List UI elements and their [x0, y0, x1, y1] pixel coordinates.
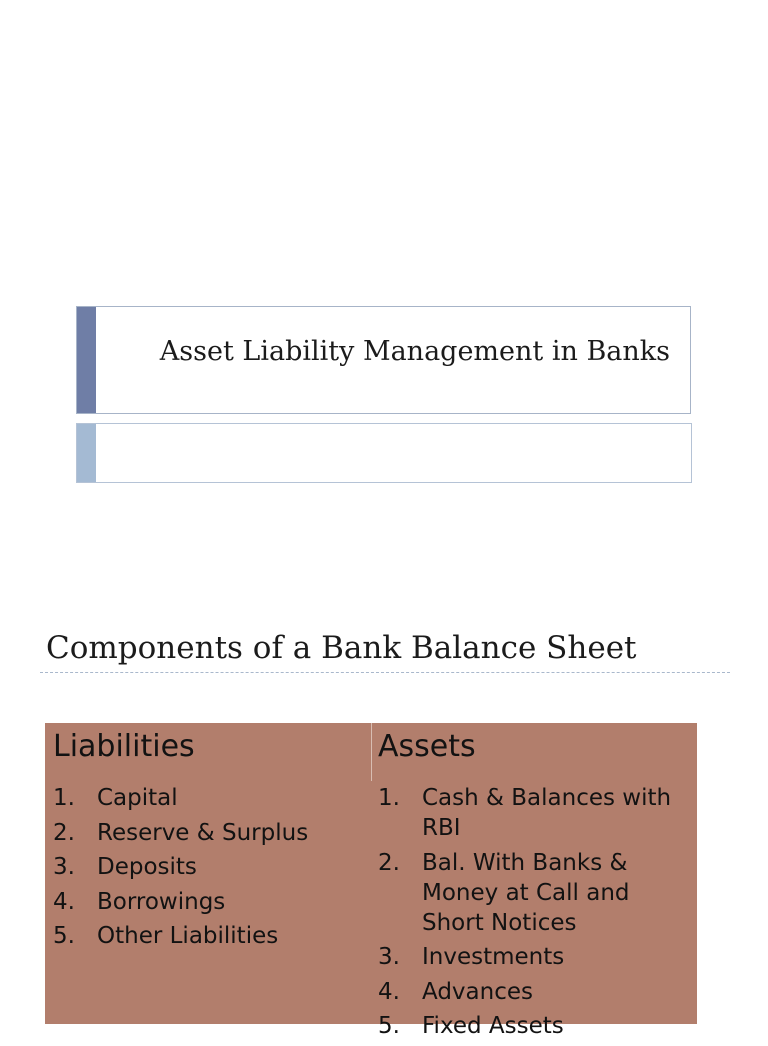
title-box [76, 306, 691, 414]
title-accent-bar [77, 307, 96, 413]
list-item: 2. Reserve & Surplus [53, 819, 309, 846]
liabilities-header: Liabilities [53, 729, 195, 764]
list-item: 1. Capital [53, 785, 178, 811]
list-item: 2. Bal. With Banks & Money at Call and Short Notices [378, 849, 630, 936]
list-item: 1. Cash & Balances with RBI [378, 785, 672, 841]
assets-column [371, 723, 697, 1039]
presentation-title: Asset Liability Management in Banks [159, 336, 670, 367]
assets-header: Assets [378, 729, 476, 764]
list-item: 5. Fixed Assets [378, 1013, 564, 1039]
list-item: 5. Other Liabilities [53, 923, 279, 949]
list-item: 3. Deposits [53, 854, 197, 880]
list-item: 4. Borrowings [53, 888, 226, 915]
subtitle-accent-bar [77, 424, 96, 482]
subtitle-box [76, 423, 692, 483]
liabilities-column [45, 723, 371, 1024]
assets-list [378, 783, 678, 1046]
slide-title: Components of a Bank Balance Sheet [46, 630, 637, 666]
list-item: 3. Investments [378, 944, 565, 970]
liabilities-list [53, 783, 353, 956]
title-divider [40, 672, 730, 673]
list-item: 4. Advances [378, 978, 533, 1005]
balance-sheet-table [45, 723, 697, 1039]
